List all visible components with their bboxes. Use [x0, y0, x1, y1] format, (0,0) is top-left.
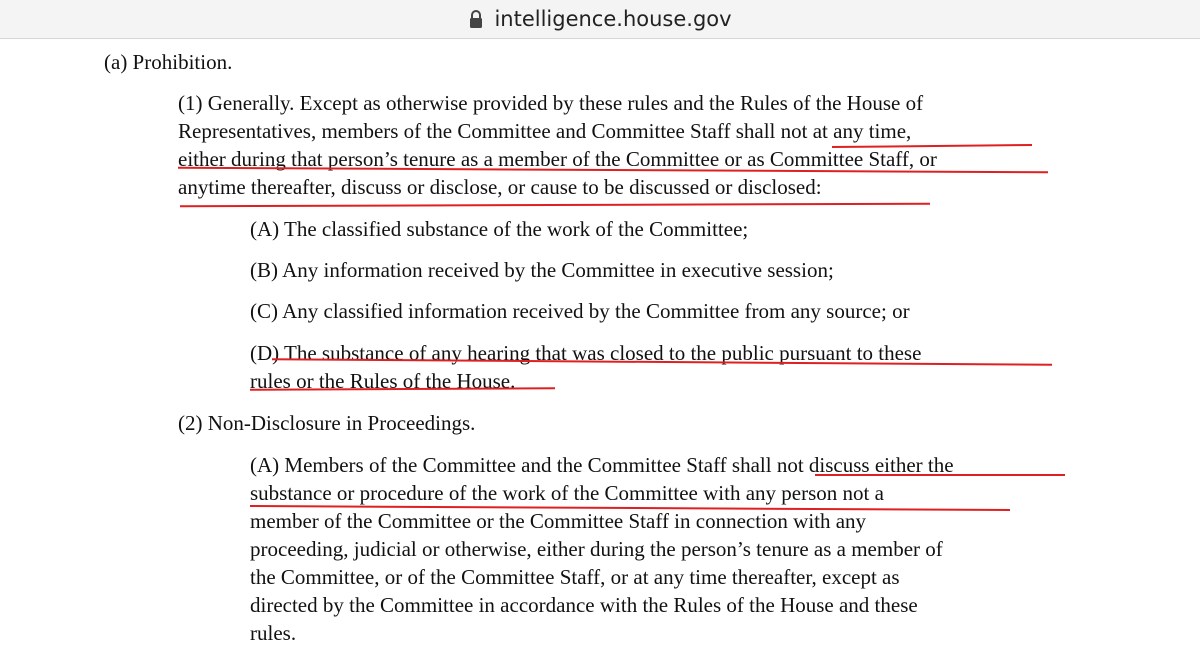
lock-icon: [468, 9, 484, 29]
p2a-line-1: (A) Members of the Committee and the Committee Staff shall not discuss either the: [250, 453, 954, 477]
section-a-heading: (a) Prohibition.: [104, 50, 233, 74]
item-c: (C) Any classified information received by the Committee from any source; or: [250, 299, 910, 323]
url-text: intelligence.house.gov: [494, 7, 732, 31]
browser-url-bar[interactable]: [0, 0, 1200, 39]
red-underline-mark: [180, 203, 930, 208]
item-b: (B) Any information received by the Committee in executive session;: [250, 258, 834, 282]
p1-line-4: anytime thereafter, discuss or disclose, or cause to be discussed or disclosed:: [178, 175, 822, 199]
p2a-line-7: rules.: [250, 621, 297, 645]
document-page: [0, 38, 1200, 653]
p2-heading: (2) Non-Disclosure in Proceedings.: [178, 411, 476, 435]
item-d-line-1: (D) The substance of any hearing that was closed to the public pursuant to these: [250, 341, 922, 365]
p2a-line-6: directed by the Committee in accordance with the Rules of the House and these: [250, 593, 918, 617]
red-underline-mark: [815, 474, 1065, 476]
p2a-line-2: substance or procedure of the work of the Committee with any person not a: [250, 481, 884, 505]
p1-line-1: (1) Generally. Except as otherwise provided by these rules and the Rules of the House of: [178, 91, 924, 115]
p2a-line-5: the Committee, or of the Committee Staff, or at any time thereafter, except as: [250, 565, 900, 589]
p1-line-2: Representatives, members of the Committee and Committee Staff shall not at any time,: [178, 119, 912, 143]
p1-line-3: either during that person’s tenure as a member of the Committee or as Committee Staff, or: [178, 147, 937, 171]
p2a-line-3: member of the Committee or the Committee Staff in connection with any: [250, 509, 867, 533]
item-a: (A) The classified substance of the work of the Committee;: [250, 217, 749, 241]
p2a-line-4: proceeding, judicial or otherwise, either during the person’s tenure as a member of: [250, 537, 943, 561]
item-d-line-2: rules or the Rules of the House.: [250, 369, 516, 393]
